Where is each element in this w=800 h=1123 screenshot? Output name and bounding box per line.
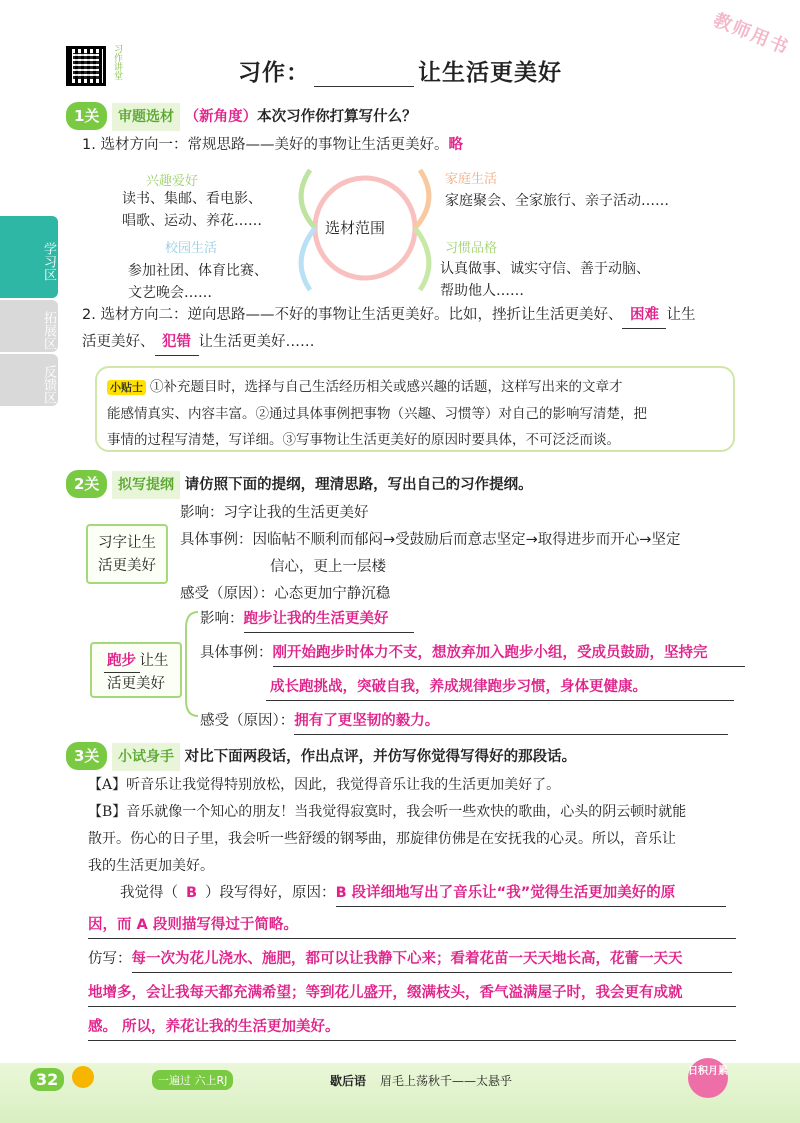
paragraph-a: 【A】听音乐让我觉得特别放松，因此，我觉得音乐让我的生活更加美好了。 [88, 777, 561, 793]
direction-one: 1. 选材方向一：常规思路——美好的事物让生活更美好。略 [82, 137, 463, 153]
daily-badge: 日积月累 [688, 1058, 728, 1098]
school-label: 校园生活 [165, 241, 218, 256]
section2-heading: 2关 拟写提纲 请仿照下面的提纲，理清思路，写出自己的习作提纲。 [66, 470, 533, 499]
family-label: 家庭生活 [445, 172, 498, 187]
sample-outline-box: 习字让生 活更美好 [86, 524, 168, 584]
new-angle-label: （新角度） [184, 109, 258, 125]
proverb: 歇后语 眉毛上荡秋千——太悬乎 [330, 1074, 513, 1088]
family-text: 家庭聚会、全家旅行、亲子活动…… [445, 193, 669, 209]
side-tab-feedback[interactable]: 反馈区 [0, 354, 58, 406]
paragraphs-ab [88, 772, 748, 880]
section2-tag: 拟写提纲 [112, 471, 180, 499]
qr-label: 习作讲堂 [112, 44, 122, 80]
section1-tag: 审题选材 [112, 103, 180, 131]
direction-two: 2. 选材方向二：逆向思路——不好的事物让生活更美好。比如，挫折让生活更美好、 困难 让生 活更美好、 犯错 让生活更美好…… [82, 302, 752, 356]
habit-label: 习惯品格 [445, 241, 498, 256]
sample-effect: 影响：习字让我的生活更美好 [180, 505, 369, 521]
section1-heading: 1关 审题选材 （新角度）本次习作你打算写什么？ [66, 102, 417, 131]
my-example-cont: 成长跑挑战，突破自我，养成规律跑步习惯，身体更健康。 [266, 674, 734, 701]
my-effect: 影响：跑步让我的生活更美好 [200, 606, 414, 633]
my-outline-box: 跑步 让生 活更美好 [90, 642, 182, 698]
school-text: 参加社团、体育比赛、 文艺晚会…… [128, 263, 268, 301]
side-tab-study[interactable]: 学习区 [0, 216, 58, 298]
section1-badge: 1关 [66, 102, 107, 130]
my-example: 具体事例：刚开始跑步时体力不支，想放弃加入跑步小组，受成员鼓励，坚持完 [200, 640, 745, 667]
paragraph-b-1: 【B】音乐就像一个知心的朋友！当我觉得寂寞时，我会听一些欢快的歌曲，心头的阴云顿时就能 [88, 804, 687, 820]
section3-badge: 3关 [66, 742, 107, 770]
imitate-line-1: 仿写：每一次为花儿浇水、施肥，都可以让我静下心来；看着花苗一天天地长高，花蕾一天天 [88, 946, 732, 973]
section3-heading: 3关 小试身手 对比下面两段话，作出点评，并仿写你觉得写得好的那段话。 [66, 742, 576, 771]
title-blank [314, 67, 414, 87]
tips-box: 小贴士 ①补充题目时，选择与自己生活经历相关或感兴趣的话题，这样写出来的文章才 能感情真实、内容丰富。②通过具体事例把事物（兴趣、习惯等）对自己的影响写清楚，把 事情的过程写清楚，写详细。③写事物让生活更美好的原因时要具体，不可泛泛而谈。 [95, 366, 735, 452]
judgement-line: 我觉得（ B ）段写得好，原因：B 段详细地写出了音乐让“我”觉得生活更加美好的原 [120, 880, 726, 907]
imitate-line-2: 地增多，会让我每天都充满希望；等到花儿盛开，缀满枝头，香气溢满屋子时，我会更有成就 [88, 980, 736, 1007]
teacher-stamp: 教师用书 [710, 9, 793, 60]
tips-tag: 小贴士 [107, 380, 146, 395]
judgement-line-2: 因，而 A 段则描写得过于简略。 [88, 912, 736, 939]
hobby-text: 读书、集邮、看电影、 唱歌、运动、养花…… [122, 191, 262, 229]
book-label: 一遍过 六上RJ [152, 1070, 233, 1090]
hobby-label: 兴趣爱好 [146, 174, 199, 189]
outline-bracket [182, 608, 202, 720]
mascot-icon [72, 1066, 94, 1088]
section3-tag: 小试身手 [112, 743, 180, 771]
habit-text: 认真做事、诚实守信、善于动脑、 帮助他人…… [440, 261, 650, 299]
mind-map-center: 选材范围 [325, 219, 386, 237]
my-feeling: 感受（原因）：拥有了更坚韧的毅力。 [200, 708, 728, 735]
imitate-line-3: 感。 所以，养花让我的生活更加美好。 [88, 1014, 736, 1041]
page-number: 32 [30, 1068, 64, 1091]
paragraph-b-2: 散开。伤心的日子里，我会听一些舒缓的钢琴曲，那旋律仿佛是在安抚我的心灵。所以，音乐让 [88, 831, 676, 847]
page-title: 习作： 让生活更美好 [238, 60, 562, 86]
sample-feeling: 感受（原因）：心态更加宁静沉稳 [180, 586, 391, 602]
section2-badge: 2关 [66, 470, 107, 498]
sample-example-cont: 信心，更上一层楼 [270, 559, 386, 575]
paragraph-b-3: 我的生活更加美好。 [88, 858, 214, 874]
side-tab-expand[interactable]: 拓展区 [0, 300, 58, 352]
sample-example: 具体事例：因临帖不顺利而郁闷→受鼓励后而意志坚定→取得进步而开心→坚定 [180, 532, 681, 548]
